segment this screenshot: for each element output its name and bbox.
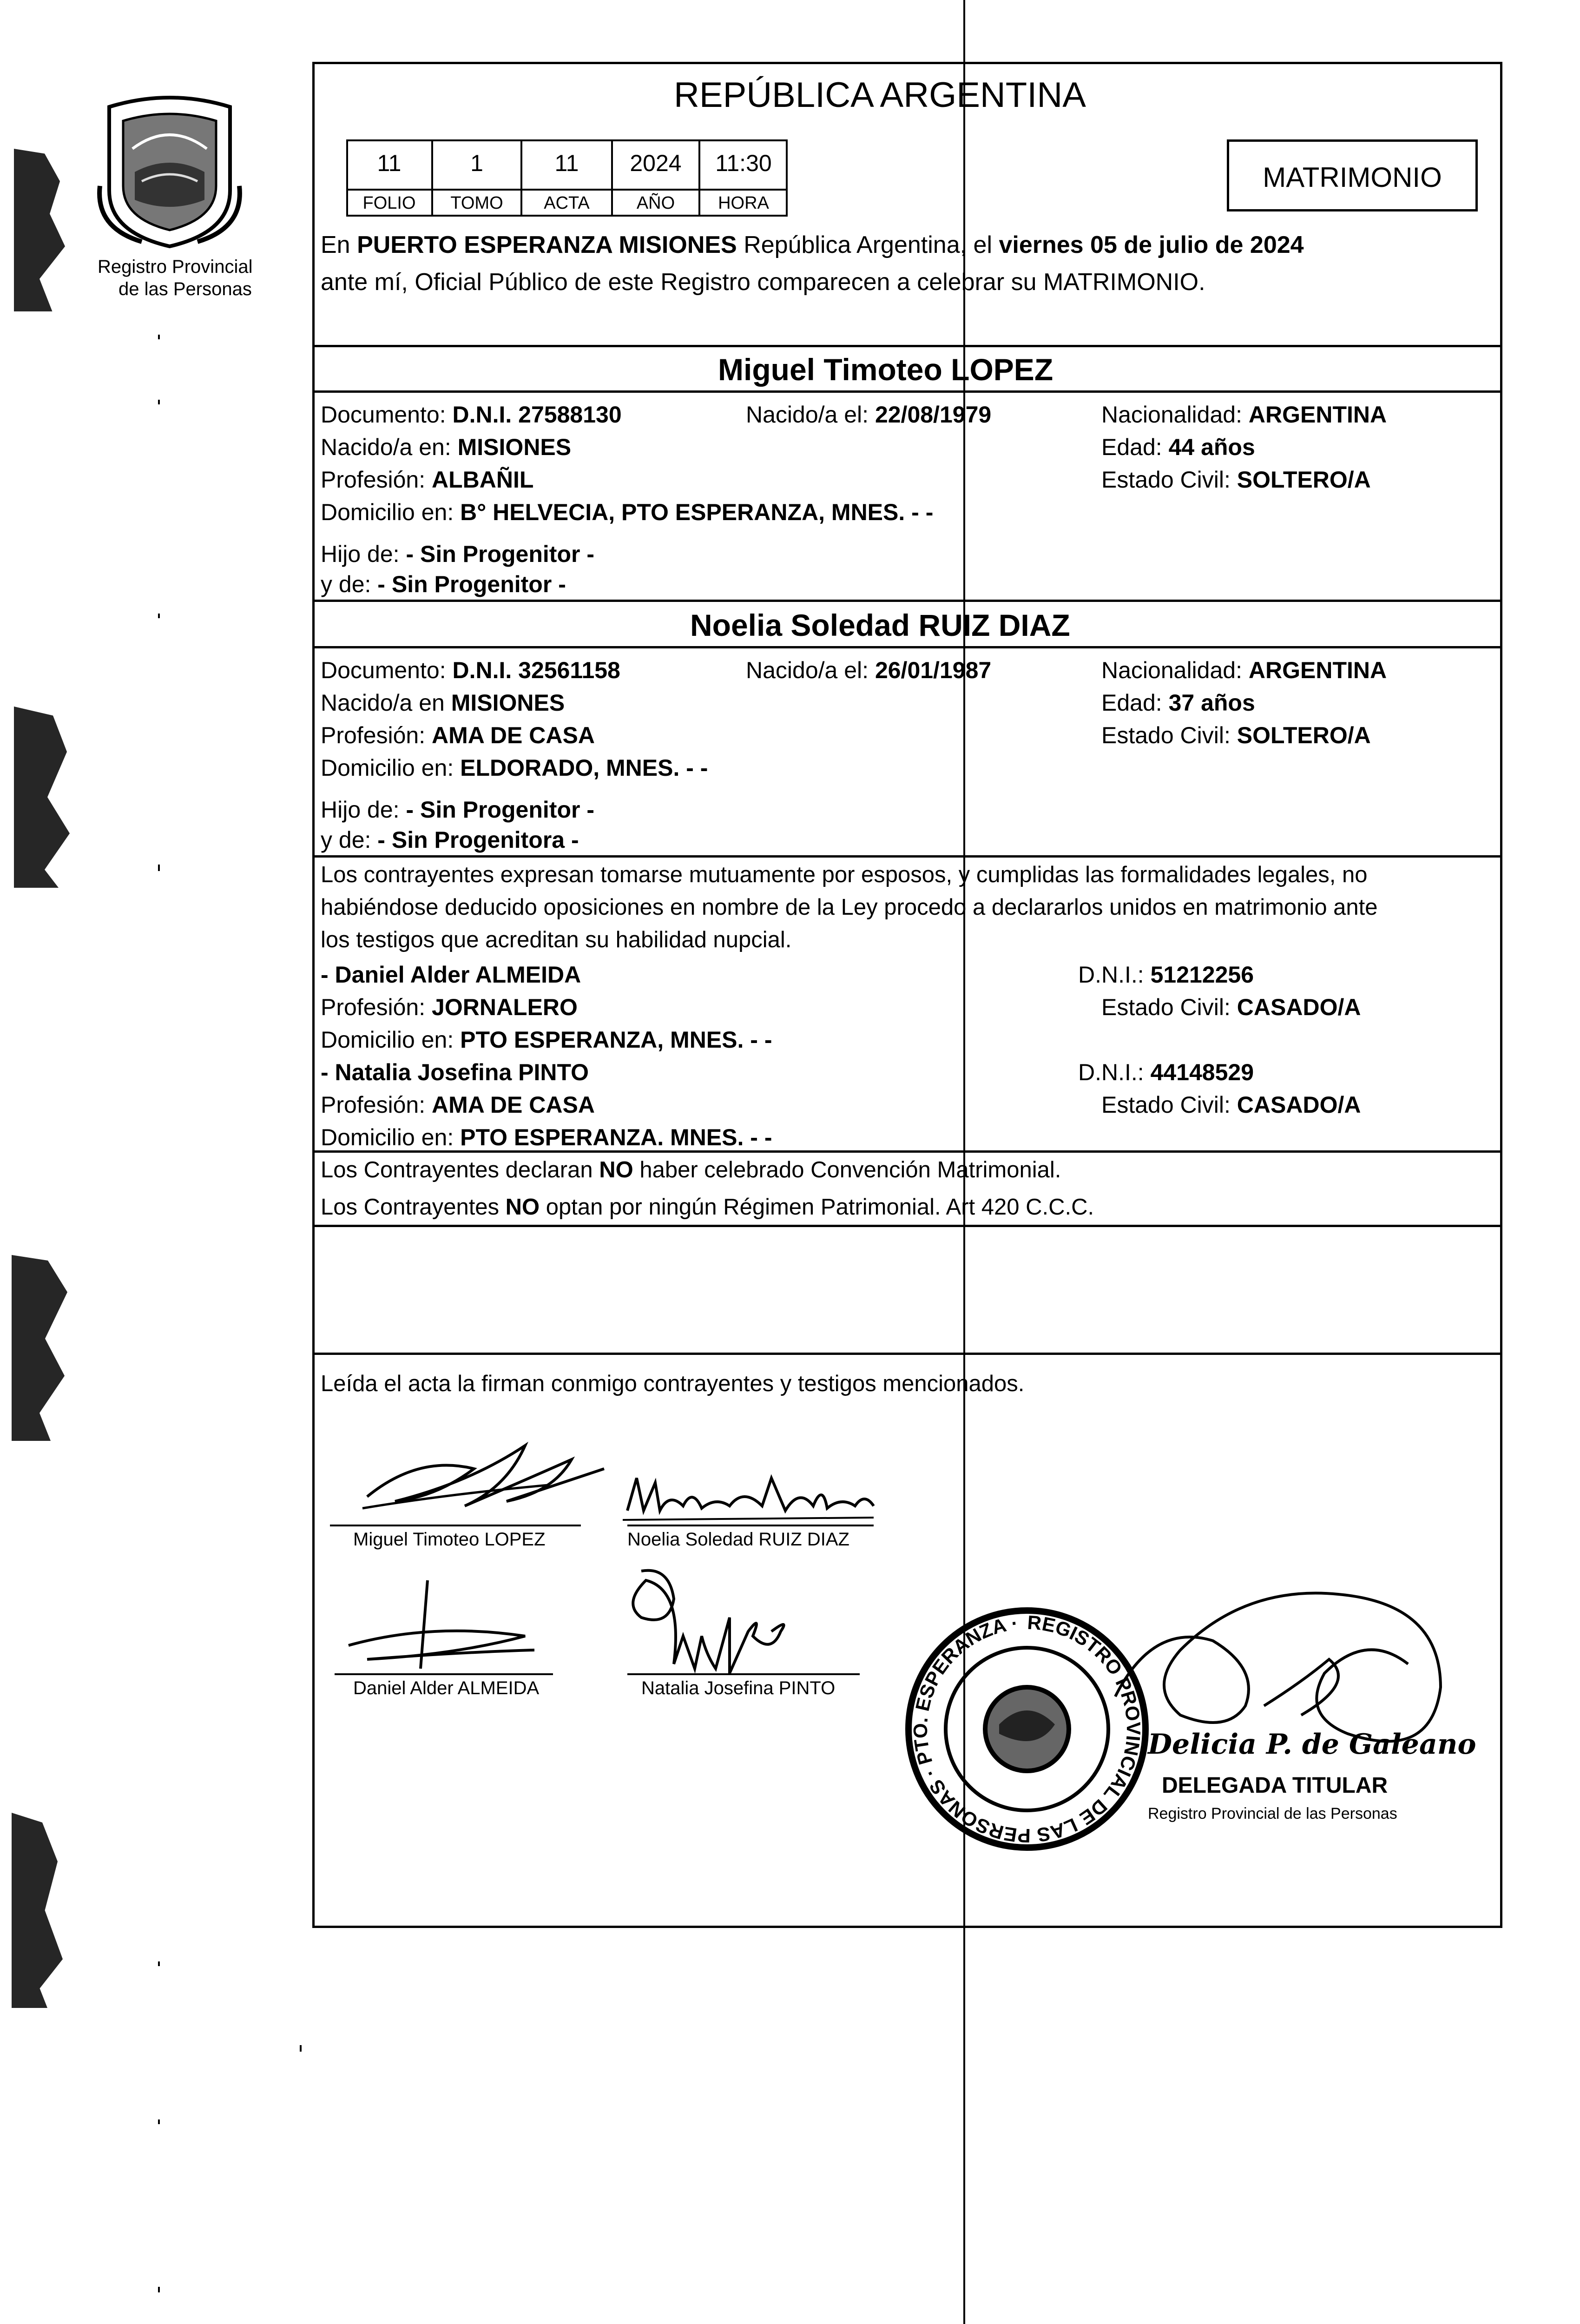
- spouse1-age: Edad: 44 años: [1101, 434, 1255, 460]
- acta-value: 11: [554, 150, 579, 176]
- signature-name-2: Noelia Soledad RUIZ DIAZ: [627, 1529, 849, 1550]
- spouse2-mother: y de: - Sin Progenitora -: [321, 827, 579, 853]
- declaration-line1: Los contrayentes expresan tomarse mutuamente por esposos, y cumplidas las formalidades legales, no: [321, 862, 1368, 887]
- intro-line1: En PUERTO ESPERANZA MISIONES República Argentina, el viernes 05 de julio de 2024: [321, 231, 1304, 258]
- year-value: 2024: [630, 150, 682, 176]
- spouse2-address: Domicilio en: ELDORADO, MNES. - -: [321, 755, 708, 781]
- intro-line2: ante mí, Oficial Público de este Registro comparecen a celebrar su MATRIMONIO.: [321, 269, 1205, 296]
- record-table: [346, 139, 788, 218]
- closing-text: Leída el acta la firman conmigo contrayentes y testigos mencionados.: [321, 1371, 1025, 1396]
- signature-name-4: Natalia Josefina PINTO: [641, 1678, 836, 1698]
- signature-scribble-2: [623, 1459, 883, 1529]
- witness2-profession: Profesión: AMA DE CASA: [321, 1092, 595, 1118]
- signature-line-3: [335, 1673, 553, 1675]
- spouse2-birthdate: Nacido/a el: 26/01/1987: [746, 657, 992, 683]
- official-name: Delicia P. de Galeano: [1148, 1728, 1476, 1761]
- spouse1-address: Domicilio en: B° HELVECIA, PTO ESPERANZA, MNES. - -: [321, 499, 934, 525]
- spouse1-mother: y de: - Sin Progenitor -: [321, 571, 566, 597]
- witness2-address: Domicilio en: PTO ESPERANZA. MNES. - -: [321, 1124, 772, 1150]
- official-title: DELEGADA TITULAR: [1162, 1773, 1388, 1798]
- folio-value: 11: [377, 150, 402, 176]
- tomo-value: 1: [470, 150, 483, 176]
- spouse2-age: Edad: 37 años: [1101, 690, 1255, 716]
- spouse1-nationality: Nacionalidad: ARGENTINA: [1101, 402, 1387, 428]
- witness1-civil-status: Estado Civil: CASADO/A: [1101, 994, 1361, 1020]
- registry-line2: de las Personas: [118, 279, 252, 299]
- spouse2-nationality: Nacionalidad: ARGENTINA: [1101, 657, 1387, 683]
- ceremony-date: viernes 05 de julio de 2024: [999, 231, 1304, 258]
- time-value: 11:30: [715, 150, 772, 176]
- spouse1-civil-status: Estado Civil: SOLTERO/A: [1101, 467, 1371, 493]
- spouse2-document: Documento: D.N.I. 32561158: [321, 657, 620, 683]
- ceremony-place: PUERTO ESPERANZA MISIONES: [357, 231, 737, 258]
- coat-of-arms-icon: [91, 93, 249, 251]
- svg-text:REGISTRO PROVINCIAL DE LAS PER: REGISTRO PROVINCIAL DE LAS PERSONAS · PTO. ESPERANZA ·: [909, 1611, 1145, 1847]
- signature-name-3: Daniel Alder ALMEIDA: [353, 1678, 540, 1698]
- spouse2-profession: Profesión: AMA DE CASA: [321, 722, 595, 748]
- spouse2-father: Hijo de: - Sin Progenitor -: [321, 797, 594, 823]
- convention-line2: Los Contrayentes NO optan por ningún Régimen Patrimonial. Art 420 C.C.C.: [321, 1195, 1094, 1220]
- convention-line1: Los Contrayentes declaran NO haber celebrado Convención Matrimonial.: [321, 1157, 1061, 1182]
- signature-line-4: [627, 1673, 860, 1675]
- signature-scribble-3: [339, 1576, 553, 1678]
- spouse1-name: Miguel Timoteo LOPEZ: [718, 352, 1053, 387]
- folio-label: FOLIO: [362, 193, 416, 213]
- act-type-box: [1227, 139, 1478, 211]
- spouse1-birthdate: Nacido/a el: 22/08/1979: [746, 402, 992, 428]
- signature-scribble-1: [353, 1427, 613, 1520]
- tomo-label: TOMO: [450, 193, 503, 213]
- signature-scribble-4: [613, 1562, 809, 1678]
- witness1-address: Domicilio en: PTO ESPERANZA, MNES. - -: [321, 1027, 772, 1053]
- spouse1-profession: Profesión: ALBAÑIL: [321, 467, 534, 493]
- act-type: MATRIMONIO: [1263, 162, 1442, 193]
- time-label: HORA: [718, 193, 769, 213]
- witness2-name: - Natalia Josefina PINTO: [321, 1059, 589, 1085]
- spouse2-name: Noelia Soledad RUIZ DIAZ: [690, 608, 1070, 642]
- witness2-civil-status: Estado Civil: CASADO/A: [1101, 1092, 1361, 1118]
- registry-line1: Registro Provincial: [98, 257, 253, 277]
- witness1-dni: D.N.I.: 51212256: [1078, 962, 1254, 988]
- signature-name-1: Miguel Timoteo LOPEZ: [353, 1529, 546, 1550]
- declaration-line2: habiéndose deducido oposiciones en nombre de la Ley procedo a declararlos unidos en matrimonio ante: [321, 895, 1378, 920]
- signature-line-2: [627, 1525, 874, 1526]
- country-title: REPÚBLICA ARGENTINA: [674, 75, 1086, 115]
- province-seal: [91, 93, 249, 251]
- witness2-dni: D.N.I.: 44148529: [1078, 1059, 1254, 1085]
- spouse1-birthplace: Nacido/a en: MISIONES: [321, 434, 572, 460]
- witness1-profession: Profesión: JORNALERO: [321, 994, 578, 1020]
- spouse1-father: Hijo de: - Sin Progenitor -: [321, 541, 594, 567]
- signature-line-1: [330, 1525, 581, 1526]
- spouse2-civil-status: Estado Civil: SOLTERO/A: [1101, 722, 1371, 748]
- declaration-line3: los testigos que acreditan su habilidad nupcial.: [321, 927, 792, 952]
- official-organization: Registro Provincial de las Personas: [1148, 1805, 1397, 1822]
- witness1-name: - Daniel Alder ALMEIDA: [321, 962, 581, 988]
- spouse2-birthplace: Nacido/a en MISIONES: [321, 690, 565, 716]
- spouse1-document: Documento: D.N.I. 27588130: [321, 402, 622, 428]
- acta-label: ACTA: [544, 193, 590, 213]
- year-label: AÑO: [636, 193, 675, 213]
